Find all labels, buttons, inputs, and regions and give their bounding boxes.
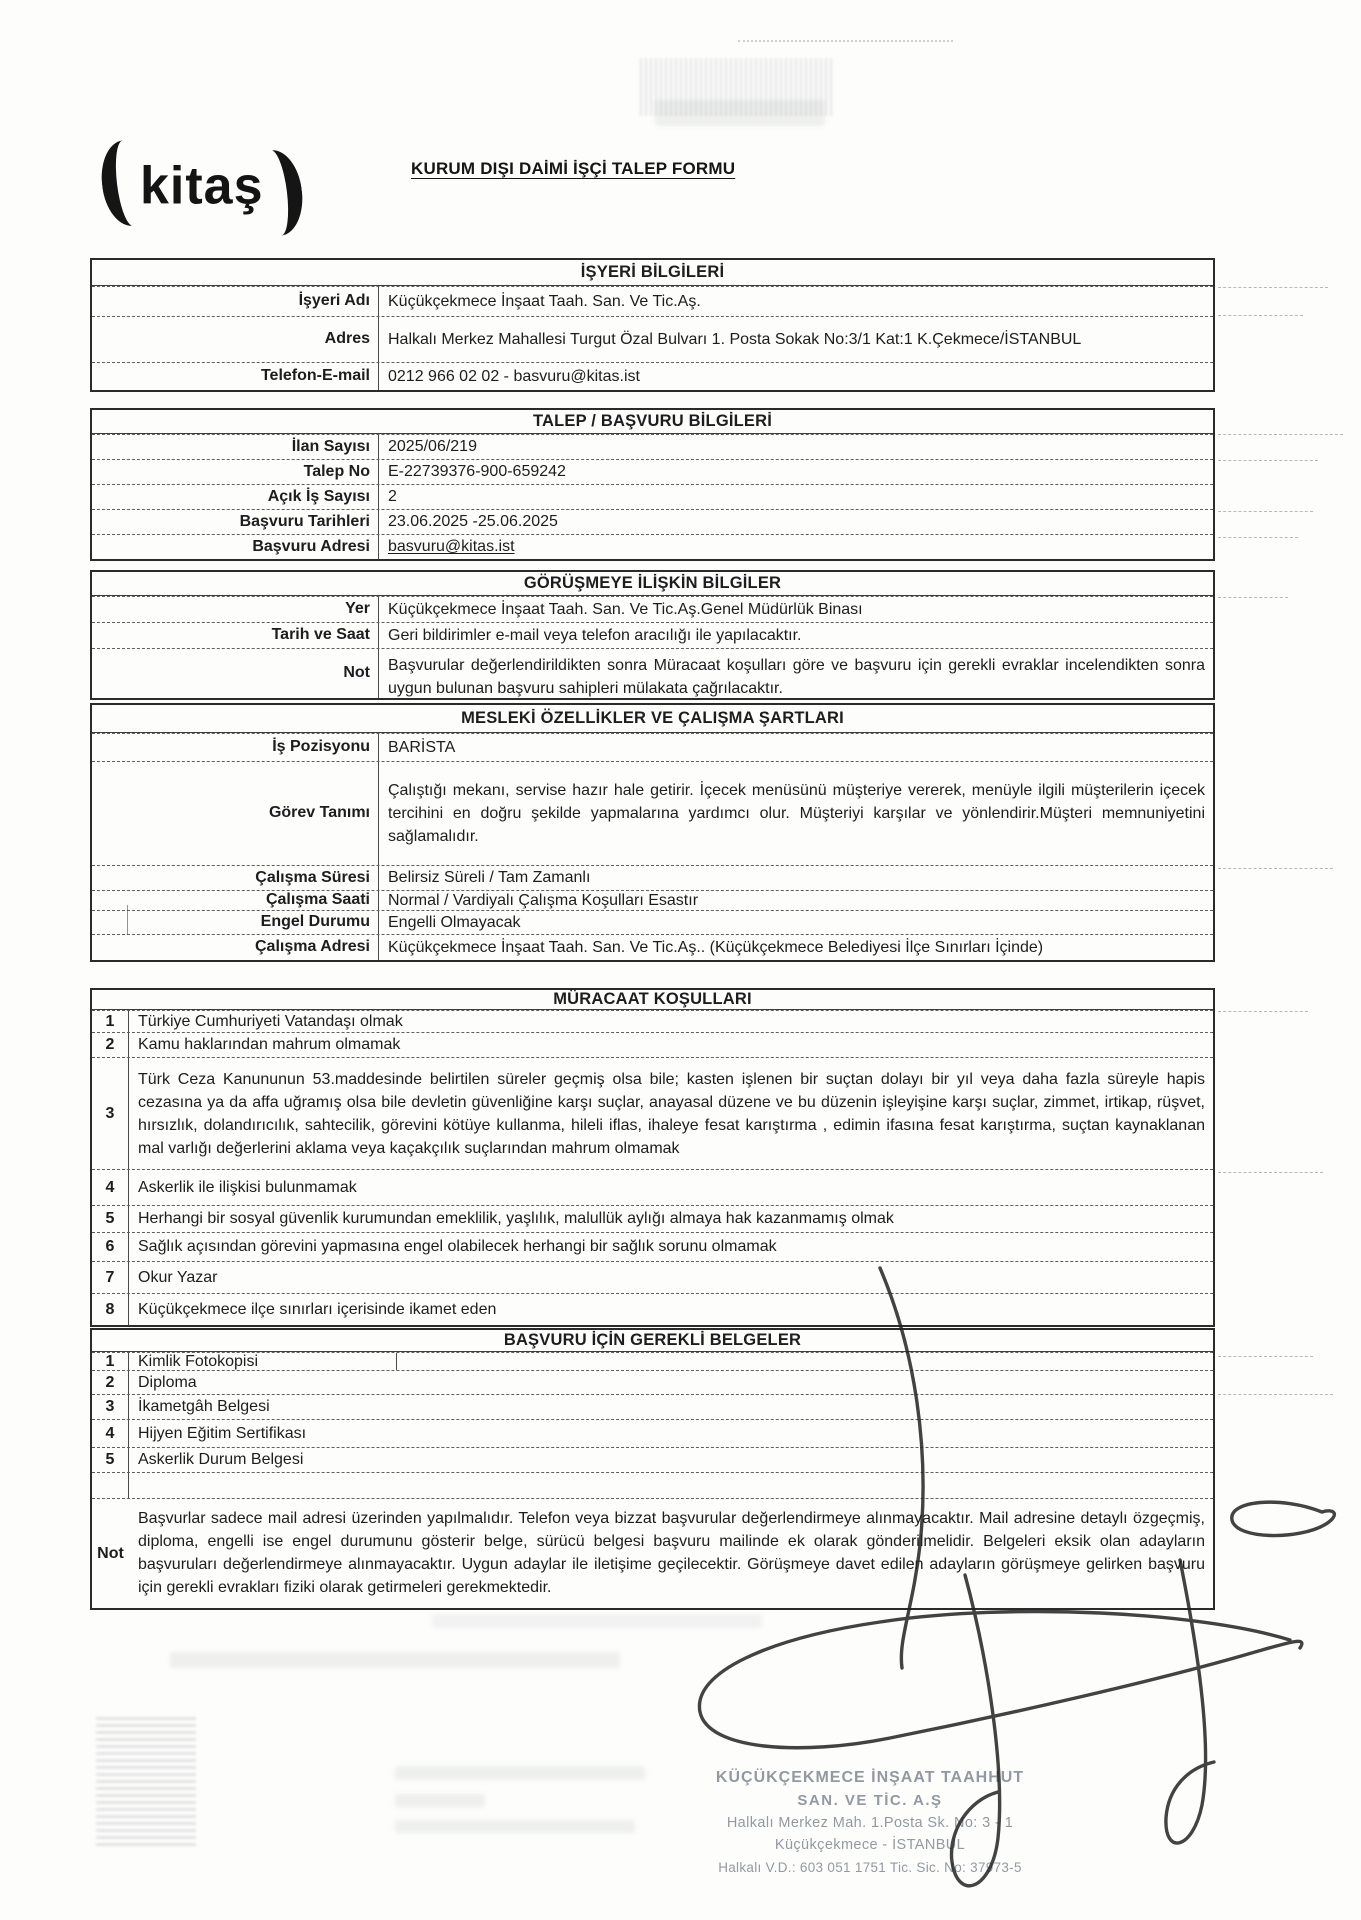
scan-artifact-line <box>1218 1394 1333 1395</box>
scan-artifact-line <box>1218 1356 1313 1357</box>
row-value: Engelli Olmayacak <box>388 913 521 931</box>
item-number: 2 <box>92 1033 129 1057</box>
stamp-line: SAN. VE TİC. A.Ş <box>797 1792 943 1809</box>
scan-artifact-line <box>1218 511 1313 512</box>
section-talep-table <box>90 408 1215 561</box>
item-text: Okur Yazar <box>138 1268 218 1286</box>
condition-row <box>92 1010 1213 1032</box>
section-muracaat-table <box>90 988 1215 1327</box>
row-label: Görev Tanımı <box>92 762 379 865</box>
row-label: Açık İş Sayısı <box>92 485 379 509</box>
table-row <box>92 890 1213 910</box>
row-label: Yer <box>92 597 379 622</box>
company-stamp <box>620 1766 1120 1879</box>
condition-row <box>92 1169 1213 1205</box>
item-text: Kamu haklarından mahrum olmamak <box>138 1036 401 1054</box>
section-header: BAŞVURU İÇİN GEREKLİ BELGELER <box>92 1330 1213 1352</box>
condition-row <box>92 1232 1213 1261</box>
scan-artifact-line <box>1218 287 1328 288</box>
bleed-through-artifact <box>655 100 825 126</box>
scan-artifact-line <box>1218 1011 1308 1012</box>
row-value: Belirsiz Süreli / Tam Zamanlı <box>388 869 591 887</box>
table-row <box>92 648 1213 698</box>
item-number: 1 <box>92 1353 129 1370</box>
application-email: basvuru@kitas.ist <box>388 538 515 556</box>
item-text: Türk Ceza Kanununun 53.maddesinde belirtilen süreler geçmiş olsa bile; kasten işlenen bir suçtan dolayı bir yıl veya daha fazla süreyle hapis cezasına ya da affa uğramış olsa bile devletin güvenliğine karşı suçlar, anayasal düzene ve bu düzenin işleyişine karşı suçlar, zimmet, irtikap, rüşvet, hırsızlık, dolandırıcılık, sahtecilik, görevini kötüye kullanma, hileli iflas, ihaleye fesat karıştırma , edimin ifasına fesat karıştırma, suçtan kaynaklanan mal varlığı değerlerini aklama veya kaçakçılık suçlarından mahrum olmamak <box>138 1070 1205 1157</box>
table-row <box>92 934 1213 960</box>
row-label: İlan Sayısı <box>92 435 379 459</box>
item-text: Sağlık açısından görevini yapmasına engel olabilecek herhangi bir sağlık sorunu olmamak <box>138 1238 777 1256</box>
row-value: Geri bildirimler e-mail veya telefon aracılığı ile yapılacaktır. <box>388 626 802 644</box>
page-title: KURUM DIŞI DAİMİ İŞÇİ TALEP FORMU <box>411 159 736 178</box>
row-label: Adres <box>92 317 379 362</box>
empty-cell <box>129 1473 1213 1498</box>
table-row <box>92 459 1213 484</box>
section-isyeri-table <box>90 258 1215 392</box>
logo-text: kitaş <box>140 156 264 216</box>
scan-artifact-line <box>127 905 128 935</box>
row-value: 2025/06/219 <box>388 438 477 456</box>
condition-row <box>92 1032 1213 1057</box>
item-text: Küçükçekmece ilçe sınırları içerisinde ikamet eden <box>138 1300 497 1318</box>
document-row <box>92 1394 1213 1419</box>
row-value: Halkalı Merkez Mahallesi Turgut Özal Bulvarı 1. Posta Sokak No:3/1 Kat:1 K.Çekmece/İSTANBUL <box>388 330 1082 348</box>
bleed-through-artifact <box>395 1766 645 1780</box>
row-value: 0212 966 02 02 - basvuru@kitas.ist <box>388 367 640 385</box>
table-row <box>92 434 1213 459</box>
row-label: Tarih ve Saat <box>92 623 379 648</box>
row-label: Talep No <box>92 460 379 484</box>
table-row <box>92 316 1213 362</box>
condition-row <box>92 1057 1213 1169</box>
row-label: Çalışma Saati <box>92 891 379 910</box>
row-label: İş Pozisyonu <box>92 734 379 761</box>
section-header: TALEP / BAŞVURU BİLGİLERİ <box>92 410 1213 434</box>
item-text: Herhangi bir sosyal güvenlik kurumundan emeklilik, yaşlılık, malullük aylığı almaya hak kazanmamış olmak <box>138 1210 894 1228</box>
empty-cell <box>397 1353 1213 1370</box>
section-belgeler-table <box>90 1328 1215 1610</box>
table-row <box>92 761 1213 865</box>
item-text: Askerlik Durum Belgesi <box>138 1451 304 1469</box>
row-value: Küçükçekmece İnşaat Taah. San. Ve Tic.Aş.Genel Müdürlük Binası <box>388 600 863 618</box>
document-row <box>92 1370 1213 1394</box>
note-row <box>92 1498 1213 1608</box>
scan-artifact-line <box>1218 597 1288 598</box>
table-row <box>92 484 1213 509</box>
bleed-through-artifact <box>395 1820 635 1833</box>
table-row <box>92 865 1213 890</box>
item-text: Kimlik Fotokopisi <box>129 1353 397 1370</box>
item-number: 7 <box>92 1262 129 1293</box>
row-value: Normal / Vardiyalı Çalışma Koşulları Esastır <box>388 891 699 909</box>
stamp-line: Halkalı V.D.: 603 051 1751 Tic. Sic. No: 37973-5 <box>718 1860 1022 1875</box>
section-header: GÖRÜŞMEYE İLİŞKİN BİLGİLER <box>92 572 1213 596</box>
scan-artifact-line <box>1218 315 1303 316</box>
item-number: 3 <box>92 1058 129 1169</box>
row-label: Telefon-E-mail <box>92 363 379 390</box>
scan-artifact-line <box>1218 1172 1323 1173</box>
item-number: 4 <box>92 1420 129 1447</box>
section-header: MESLEKİ ÖZELLİKLER VE ÇALIŞMA ŞARTLARI <box>92 705 1213 733</box>
row-value: 2 <box>388 488 397 506</box>
stamp-line: Halkalı Merkez Mah. 1.Posta Sk. No: 3 - 1 <box>726 1815 1014 1831</box>
row-value: Küçükçekmece İnşaat Taah. San. Ve Tic.Aş. <box>388 292 701 310</box>
item-number: 1 <box>92 1011 129 1032</box>
row-value: Başvurular değerlendirildikten sonra Müracaat koşulları göre ve başvuru için gerekli evraklar incelendikten sonra uygun bulunan başvuru sahipleri mülakata çağrılacaktır. <box>388 657 1205 697</box>
row-value: 23.06.2025 -25.06.2025 <box>388 513 558 531</box>
item-number: 3 <box>92 1395 129 1419</box>
bleed-through-artifact <box>170 1652 620 1668</box>
item-text: Askerlik ile ilişkisi bulunmamak <box>138 1178 357 1196</box>
stamp-line: Küçükçekmece - İSTANBUL <box>774 1837 966 1853</box>
item-number: 8 <box>92 1294 129 1325</box>
stamp-line: KÜÇÜKÇEKMECE İNŞAAT TAAHHUT <box>715 1769 1025 1786</box>
table-row <box>92 910 1213 934</box>
empty-cell <box>92 1473 129 1498</box>
row-label: Not <box>92 649 379 698</box>
condition-row <box>92 1293 1213 1325</box>
note-text: Başvurlar sadece mail adresi üzerinden yapılmalıdır. Telefon veya bizzat başvurular değerlendirmeye alınmayacaktır. Mail adresine detaylı özgeçmiş, diploma, engelli ise engel durumunu gösterir belge, sürücü belgesi başvuru mailinde ek olarak gönderilmelidir. Belgeleri eksik olan adayların başvuruları değerlendirmeye alınmayacaktır. Uygun adaylar ile iletişime geçilecektir. Görüşmeye davet edilen adayların görüşmeye gelirken başvuru için gerekli evrakları fiziki olarak getirmeleri gerekmektedir. <box>138 1510 1205 1596</box>
row-label: Çalışma Adresi <box>92 935 379 960</box>
note-label: Not <box>97 1544 124 1562</box>
scan-artifact-line <box>1218 537 1298 538</box>
section-mesleki-table <box>90 703 1215 962</box>
row-value: E-22739376-900-659242 <box>388 463 566 481</box>
bleed-through-artifact <box>395 1794 485 1807</box>
table-row <box>92 596 1213 622</box>
document-row <box>92 1352 1213 1370</box>
item-text: Diploma <box>138 1373 197 1391</box>
item-number: 5 <box>92 1206 129 1232</box>
row-label: Başvuru Adresi <box>92 535 379 559</box>
item-text: İkametgâh Belgesi <box>138 1398 270 1416</box>
table-row <box>92 509 1213 534</box>
item-number: 6 <box>92 1233 129 1261</box>
item-text: Türkiye Cumhuriyeti Vatandaşı olmak <box>138 1012 403 1030</box>
section-header: İŞYERİ BİLGİLERİ <box>92 260 1213 286</box>
condition-row <box>92 1261 1213 1293</box>
section-gorusme-table <box>90 570 1215 700</box>
row-label: Engel Durumu <box>92 911 379 934</box>
table-row <box>92 733 1213 761</box>
item-number: 2 <box>92 1371 129 1394</box>
table-row <box>92 362 1213 390</box>
row-label: Çalışma Süresi <box>92 866 379 890</box>
item-text: Hijyen Eğitim Sertifikası <box>138 1424 307 1442</box>
row-value: Çalıştığı mekanı, servise hazır hale getirir. İçecek menüsünü müşteriye vererek, menüyle ilgili müşterilerin içecek tercihini en doğru şekilde yapmalarına yardımcı olur. Müşteriyi karşılar ve yönlendirir.Müşteri memnuniyetini sağlamalıdır. <box>388 782 1205 845</box>
table-row <box>92 622 1213 648</box>
item-number: 5 <box>92 1448 129 1472</box>
bleed-through-artifact <box>432 1614 762 1628</box>
row-label: Başvuru Tarihleri <box>92 510 379 534</box>
scan-artifact-line <box>1218 868 1333 869</box>
document-row <box>92 1447 1213 1472</box>
table-row <box>92 286 1213 316</box>
item-number: 4 <box>92 1170 129 1205</box>
document-row <box>92 1419 1213 1447</box>
row-value: BARİSTA <box>388 738 456 756</box>
bleed-through-artifact <box>96 1714 196 1846</box>
condition-row <box>92 1205 1213 1232</box>
section-header: MÜRACAAT KOŞULLARI <box>92 990 1213 1010</box>
empty-row <box>92 1472 1213 1498</box>
scan-artifact-line <box>1218 434 1343 435</box>
logo <box>102 136 302 236</box>
row-label: İşyeri Adı <box>92 287 379 316</box>
row-value: Küçükçekmece İnşaat Taah. San. Ve Tic.Aş.. (Küçükçekmece Belediyesi İlçe Sınırları İçinde) <box>388 938 1044 956</box>
scan-artifact-line <box>1218 460 1318 461</box>
table-row <box>92 534 1213 559</box>
scan-artifact <box>738 40 953 42</box>
